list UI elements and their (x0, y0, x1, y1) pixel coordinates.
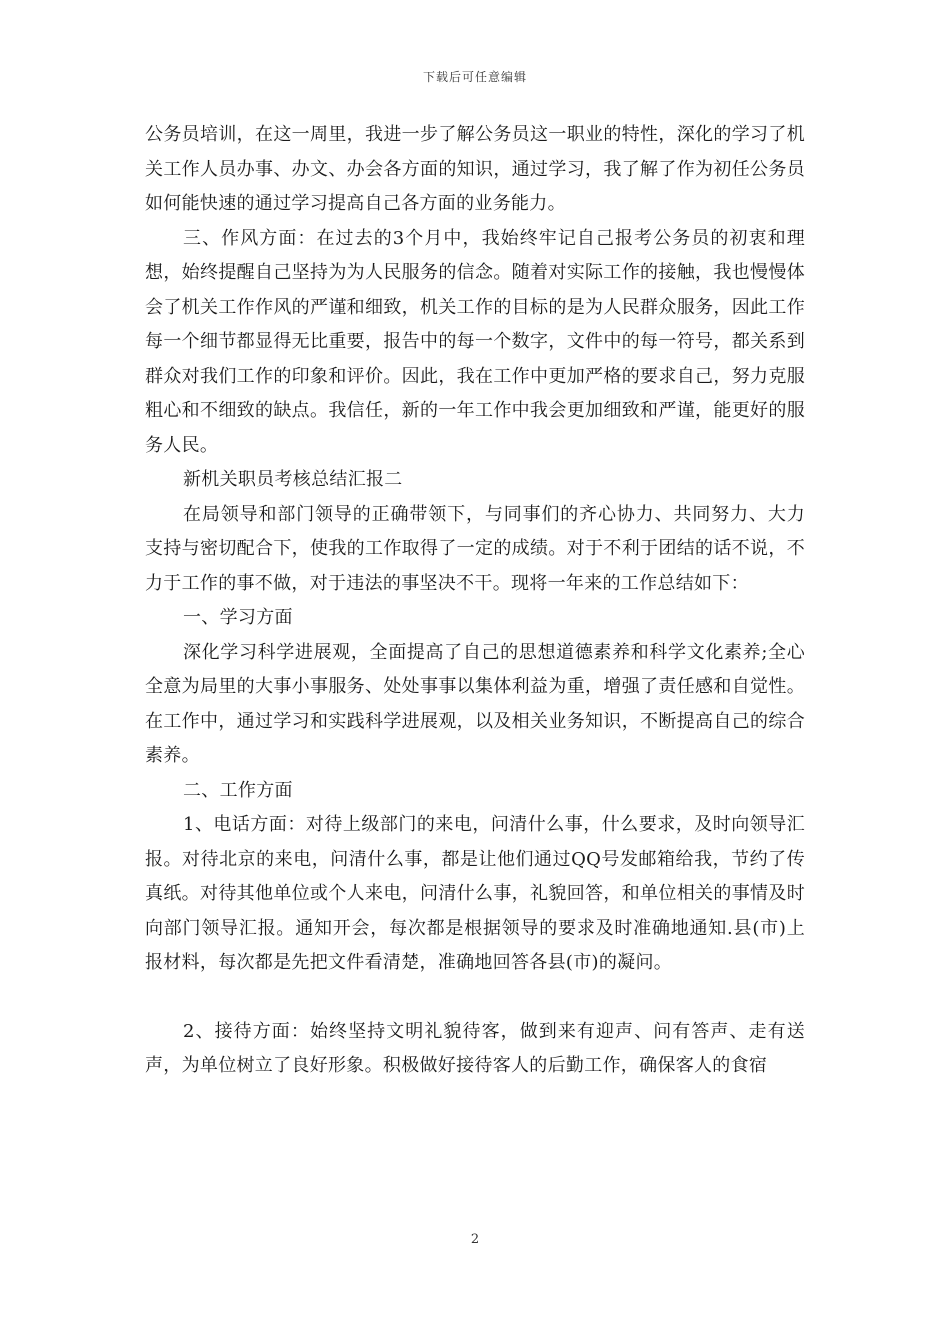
document-body (145, 118, 805, 1084)
section-title-report-two: 新机关职员考核总结汇报二 (183, 469, 403, 490)
paragraph-study: 深化学习科学进展观，全面提高了自己的思想道德素养和科学文化素养;全心全意为局里的大事小事服务、处处事事以集体利益为重，增强了责任感和自觉性。在工作中，通过学习和实践科学进展观，以及相关业务知识，不断提高自己的综合素养。 (145, 641, 805, 766)
paragraph-spacer (145, 981, 805, 1015)
heading-work: 二、工作方面 (183, 779, 293, 801)
paragraph-telephone: 1、电话方面：对待上级部门的来电，问清什么事，什么要求，及时向领导汇报。对待北京的来电，问清什么事，都是让他们通过QQ号发邮箱给我，节约了传真纸。对待其他单位或个人来电，问清什么事，礼貌回答，和单位相关的事情及时向部门领导汇报。通知开会，每次都是根据领导的要求及时准确地通知.县(市)上报材料，每次都是先把文件看清楚，准确地回答各县(市)的凝问。 (145, 814, 805, 973)
paragraph-introduction: 在局领导和部门领导的正确带领下，与同事们的齐心协力、共同努力、大力支持与密切配合下，使我的工作取得了一定的成绩。对于不利于团结的话不说，不力于工作的事不做，对于违法的事坚决不干。现将一年来的工作总结如下： (145, 503, 805, 594)
page-number: 2 (470, 1232, 480, 1247)
paragraph-reception: 2、接待方面：始终坚持文明礼貌待客，做到来有迎声、问有答声、走有送声，为单位树立了良好形象。积极做好接待客人的后勤工作，确保客人的食宿 (145, 1020, 805, 1076)
heading-study: 一、学习方面 (183, 607, 293, 628)
paragraph-work-style: 三、作风方面：在过去的3个月中，我始终牢记自己报考公务员的初衷和理想，始终提醒自己坚持为为人民服务的信念。随着对实际工作的接触，我也慢慢体会了机关工作作风的严谨和细致，机关工作的目标的是为人民群众服务，因此工作每一个细节都显得无比重要，报告中的每一个数字，文件中的每一符号，都关系到群众对我们工作的印象和评价。因此，我在工作中更加严格的要求自己，努力克服粗心和不细致的缺点。我信任，新的一年工作中我会更加细致和严谨，能更好的服务人民。 (145, 227, 805, 456)
page-header: 下载后可任意编辑 (422, 70, 527, 84)
paragraph-training-continuation: 公务员培训，在这一周里，我进一步了解公务员这一职业的特性，深化的学习了机关工作人员办事、办文、办会各方面的知识，通过学习，我了解了作为初任公务员如何能快速的通过学习提高自己各方面的业务能力。 (145, 124, 805, 214)
